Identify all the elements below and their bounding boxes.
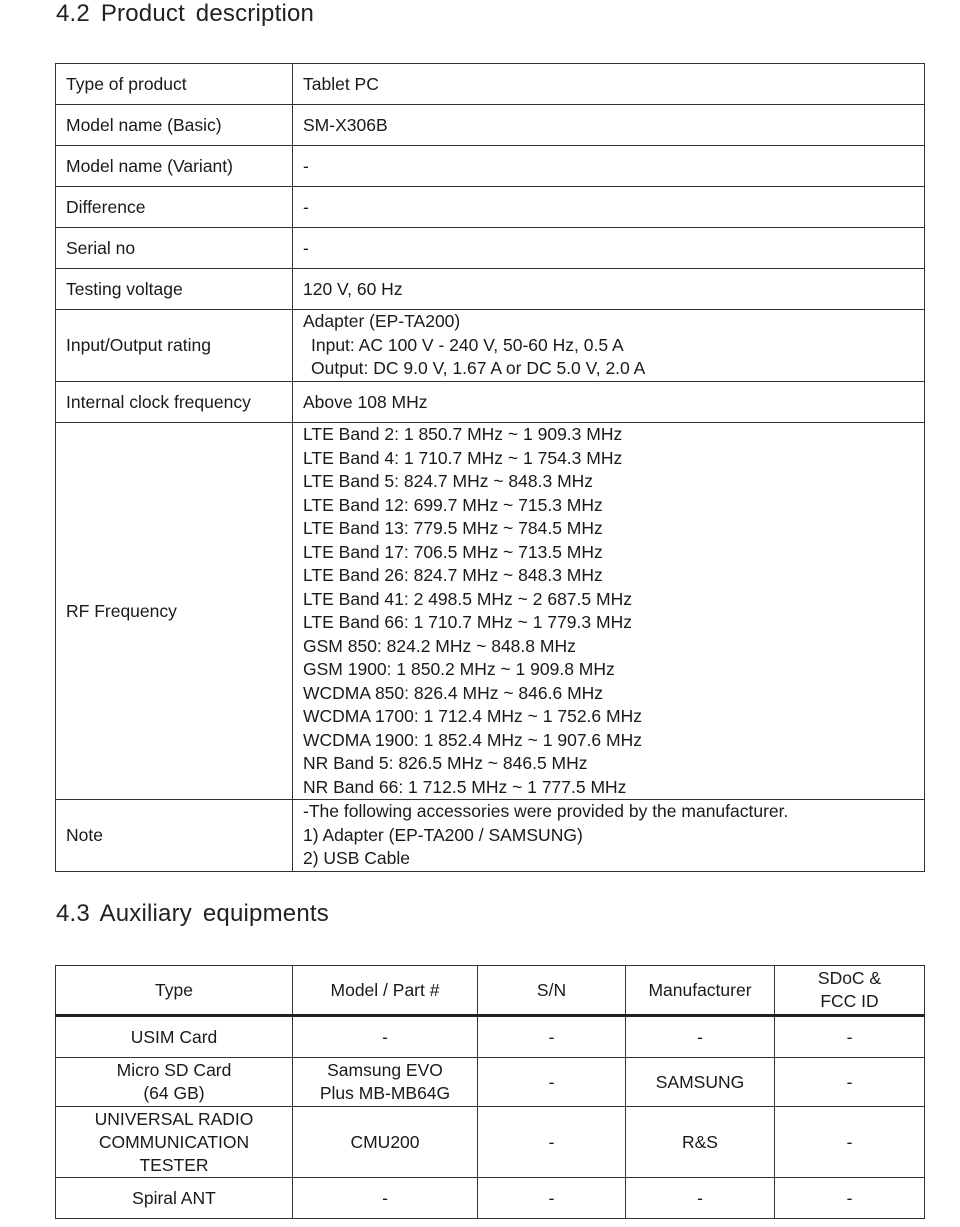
table-header-row — [56, 966, 925, 1016]
row-value: - — [293, 146, 925, 187]
cell-model-line: Plus MB-MB64G — [319, 1083, 451, 1103]
header-sdoc-line: SDoC & — [817, 968, 882, 988]
table-row — [56, 228, 925, 269]
io-rating-line: Adapter (EP-TA200) — [303, 311, 461, 332]
auxiliary-equipment-table — [55, 965, 925, 1219]
io-rating-value — [293, 310, 925, 382]
row-label: Type of product — [56, 64, 293, 105]
rf-band-line: LTE Band 5: 824.7 MHz ~ 848.3 MHz — [303, 471, 594, 491]
rf-band-line: WCDMA 1700: 1 712.4 MHz ~ 1 752.6 MHz — [303, 706, 642, 726]
rf-frequency-list — [293, 423, 925, 800]
header-type: Type — [56, 966, 293, 1016]
io-rating-line: Input: AC 100 V - 240 V, 50-60 Hz, 0.5 A — [311, 334, 624, 355]
table-row — [56, 187, 925, 228]
cell-sdoc: - — [775, 1058, 925, 1107]
row-label: Model name (Variant) — [56, 146, 293, 187]
header-model: Model / Part # — [293, 966, 478, 1016]
section-title-product-description: 4.2 Product description — [56, 0, 315, 27]
rf-band-line: NR Band 5: 826.5 MHz ~ 846.5 MHz — [303, 753, 588, 773]
cell-sn: - — [478, 1016, 626, 1058]
cell-manufacturer: - — [626, 1016, 775, 1058]
clock-row — [56, 382, 925, 423]
cell-sdoc: - — [775, 1178, 925, 1219]
cell-model-line: Samsung EVO — [327, 1060, 443, 1080]
io-rating-line: Output: DC 9.0 V, 1.67 A or DC 5.0 V, 2.0 A — [311, 358, 646, 379]
rf-band-line: LTE Band 2: 1 850.7 MHz ~ 1 909.3 MHz — [303, 424, 623, 444]
header-manufacturer: Manufacturer — [626, 966, 775, 1016]
note-row — [56, 800, 925, 872]
row-value: 120 V, 60 Hz — [293, 269, 925, 310]
table-row — [56, 1178, 925, 1219]
cell-model: - — [293, 1178, 478, 1219]
cell-manufacturer: - — [626, 1178, 775, 1219]
section-title-auxiliary-equipments: 4.3 Auxiliary equipments — [56, 900, 329, 927]
cell-type-line: COMMUNICATION — [98, 1131, 250, 1152]
row-value: - — [293, 228, 925, 269]
row-label: Model name (Basic) — [56, 105, 293, 146]
row-value: - — [293, 187, 925, 228]
row-value: SM-X306B — [293, 105, 925, 146]
table-row — [56, 64, 925, 105]
row-label: Note — [56, 800, 293, 872]
rf-band-line: LTE Band 66: 1 710.7 MHz ~ 1 779.3 MHz — [303, 612, 632, 632]
note-value — [293, 800, 925, 872]
rf-band-line: NR Band 66: 1 712.5 MHz ~ 1 777.5 MHz — [303, 776, 627, 797]
cell-type: USIM Card — [56, 1016, 293, 1058]
rf-frequency-row — [56, 423, 925, 800]
cell-model: CMU200 — [293, 1107, 478, 1178]
cell-sn: - — [478, 1058, 626, 1107]
row-label: RF Frequency — [56, 423, 293, 800]
cell-type-line: (64 GB) — [143, 1083, 205, 1103]
table-row — [56, 1058, 925, 1107]
rf-band-line: LTE Band 41: 2 498.5 MHz ~ 2 687.5 MHz — [303, 588, 632, 609]
table-row — [56, 1016, 925, 1058]
cell-sdoc: - — [775, 1016, 925, 1058]
cell-model: - — [293, 1016, 478, 1058]
cell-manufacturer: SAMSUNG — [626, 1058, 775, 1107]
rf-band-line: LTE Band 4: 1 710.7 MHz ~ 1 754.3 MHz — [303, 447, 623, 468]
row-label: Difference — [56, 187, 293, 228]
rf-band-line: WCDMA 850: 826.4 MHz ~ 846.6 MHz — [303, 682, 604, 703]
cell-sn: - — [478, 1178, 626, 1219]
cell-type-line: UNIVERSAL RADIO — [94, 1108, 254, 1129]
cell-type-line: Micro SD Card — [116, 1060, 232, 1080]
product-description-table — [55, 63, 925, 872]
header-fcc-line: FCC ID — [820, 991, 879, 1011]
rf-band-line: WCDMA 1900: 1 852.4 MHz ~ 1 907.6 MHz — [303, 729, 642, 750]
row-label: Serial no — [56, 228, 293, 269]
cell-type — [56, 1107, 293, 1178]
io-rating-row — [56, 310, 925, 382]
note-line: 2) USB Cable — [303, 848, 410, 868]
cell-type: Spiral ANT — [56, 1178, 293, 1219]
table-row — [56, 1107, 925, 1178]
table-row — [56, 146, 925, 187]
rf-band-line: LTE Band 26: 824.7 MHz ~ 848.3 MHz — [303, 565, 603, 585]
note-line: -The following accessories were provided by the manufacturer. — [303, 801, 789, 821]
cell-type — [56, 1058, 293, 1107]
cell-type-line: TESTER — [139, 1154, 209, 1175]
table-row — [56, 269, 925, 310]
row-value: Tablet PC — [293, 64, 925, 105]
rf-band-line: LTE Band 13: 779.5 MHz ~ 784.5 MHz — [303, 518, 603, 538]
row-value: Above 108 MHz — [293, 382, 925, 423]
note-line: 1) Adapter (EP-TA200 / SAMSUNG) — [303, 824, 583, 845]
cell-sdoc: - — [775, 1107, 925, 1178]
rf-band-line: GSM 850: 824.2 MHz ~ 848.8 MHz — [303, 635, 576, 656]
rf-band-line: GSM 1900: 1 850.2 MHz ~ 1 909.8 MHz — [303, 659, 615, 679]
rf-band-line: LTE Band 12: 699.7 MHz ~ 715.3 MHz — [303, 494, 603, 515]
row-label: Internal clock frequency — [56, 382, 293, 423]
table-row — [56, 105, 925, 146]
rf-band-line: LTE Band 17: 706.5 MHz ~ 713.5 MHz — [303, 541, 603, 562]
row-label: Testing voltage — [56, 269, 293, 310]
cell-sn: - — [478, 1107, 626, 1178]
row-label: Input/Output rating — [56, 310, 293, 382]
cell-model — [293, 1058, 478, 1107]
header-sdoc-fcc-id — [775, 966, 925, 1016]
cell-manufacturer: R&S — [626, 1107, 775, 1178]
header-sn: S/N — [478, 966, 626, 1016]
